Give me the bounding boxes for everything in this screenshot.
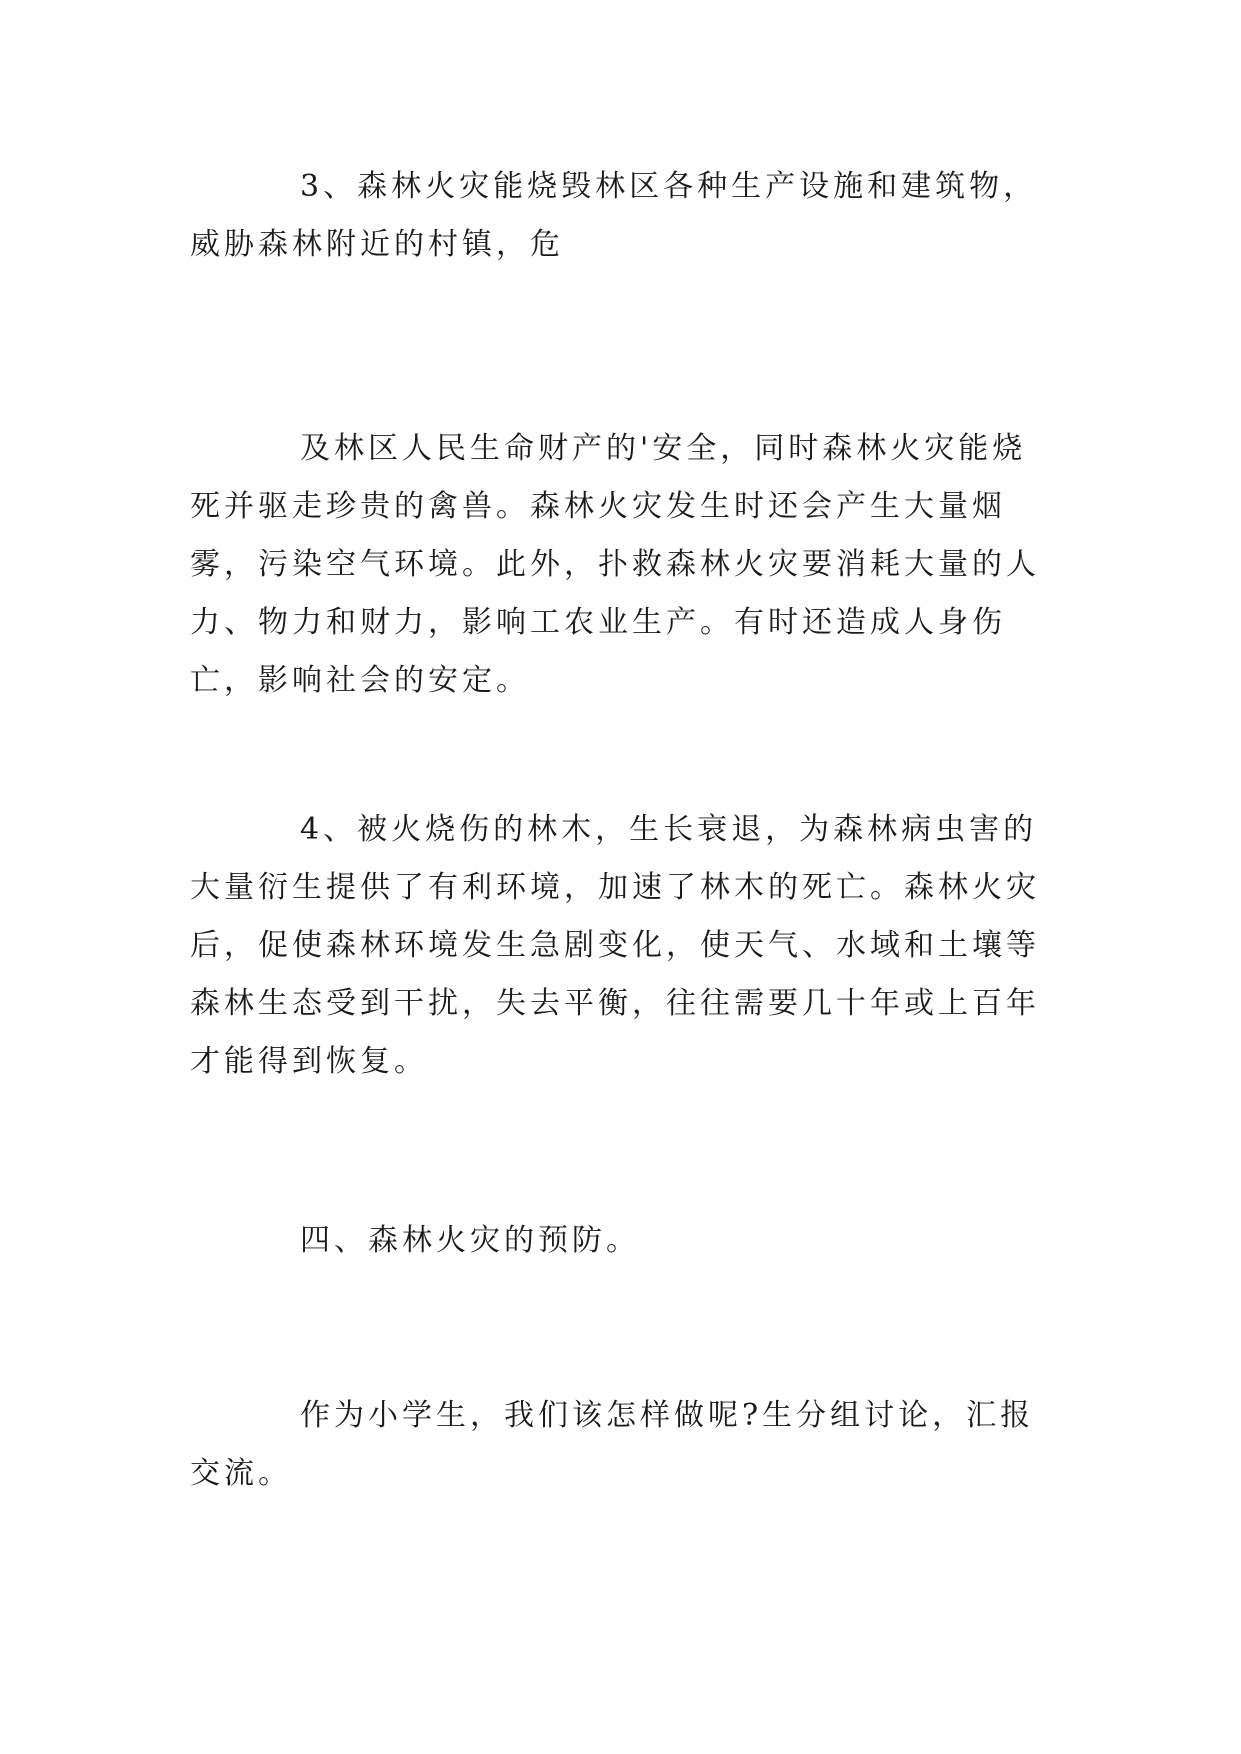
paragraph-fire-endangers-people: 及林区人民生命财产的'安全，同时森林火灾能烧死并驱走珍贵的禽兽。森林火灾发生时还会产生大量烟雾，污染空气环境。此外，扑救森林火灾要消耗大量的人力、物力和财力，影响工农业生产。有时还造成人身伤亡，影响社会的安定。	[190, 431, 1040, 698]
paragraph-fire-destroys-facilities: 3、森林火灾能烧毁林区各种生产设施和建筑物，威胁森林附近的村镇，危	[190, 169, 1038, 262]
paragraph-student-discussion: 作为小学生，我们该怎样做呢?生分组讨论，汇报交流。	[190, 1398, 1035, 1491]
section-heading-fire-prevention: 四、森林火灾的预防。	[300, 1223, 640, 1258]
paragraph-burned-trees: 4、被火烧伤的林木，生长衰退，为森林病虫害的大量衍生提供了有利环境，加速了林木的死亡。森林火灾后，促使森林环境发生急剧变化，使天气、水域和土壤等森林生态受到干扰，失去平衡，往往需要几十年或上百年才能得到恢复。	[190, 812, 1040, 1079]
